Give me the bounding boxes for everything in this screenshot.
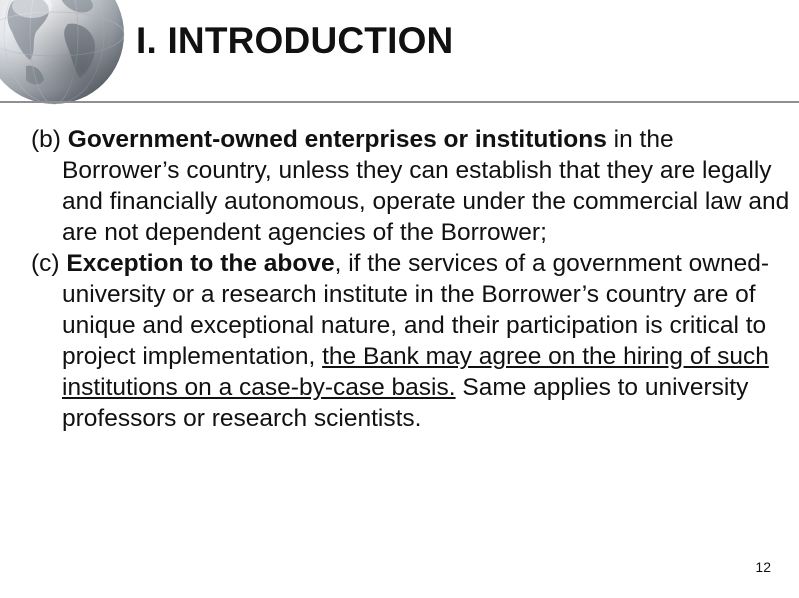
item-text-end: Same applies to university professors or research scientists. xyxy=(62,374,749,432)
item-underlined-text: the Bank may agree on the hiring of such institutions on a case-by-case basis. xyxy=(62,343,769,401)
list-item xyxy=(31,124,791,248)
item-bold-text: Exception to the above xyxy=(66,250,335,277)
globe-icon xyxy=(0,0,126,106)
item-marker: (b) xyxy=(31,126,61,153)
item-text: , if the services of a government owned-university or a research institute in the Borrower’s country are of unique and exceptional nature, and their participation is critical to project implementation, xyxy=(62,250,769,370)
slide-title: I. INTRODUCTION xyxy=(136,20,454,61)
title-divider xyxy=(0,101,799,103)
item-marker: (c) xyxy=(31,250,60,277)
item-bold-text: Government-owned enterprises or institutions xyxy=(67,126,607,153)
item-text: in the Borrower’s country, unless they can establish that they are legally and financially autonomous, operate under the commercial law and are not dependent agencies of the Borrower; xyxy=(62,126,790,246)
list-item xyxy=(31,248,791,434)
slide-body xyxy=(31,124,791,434)
page-number: 12 xyxy=(755,559,771,575)
